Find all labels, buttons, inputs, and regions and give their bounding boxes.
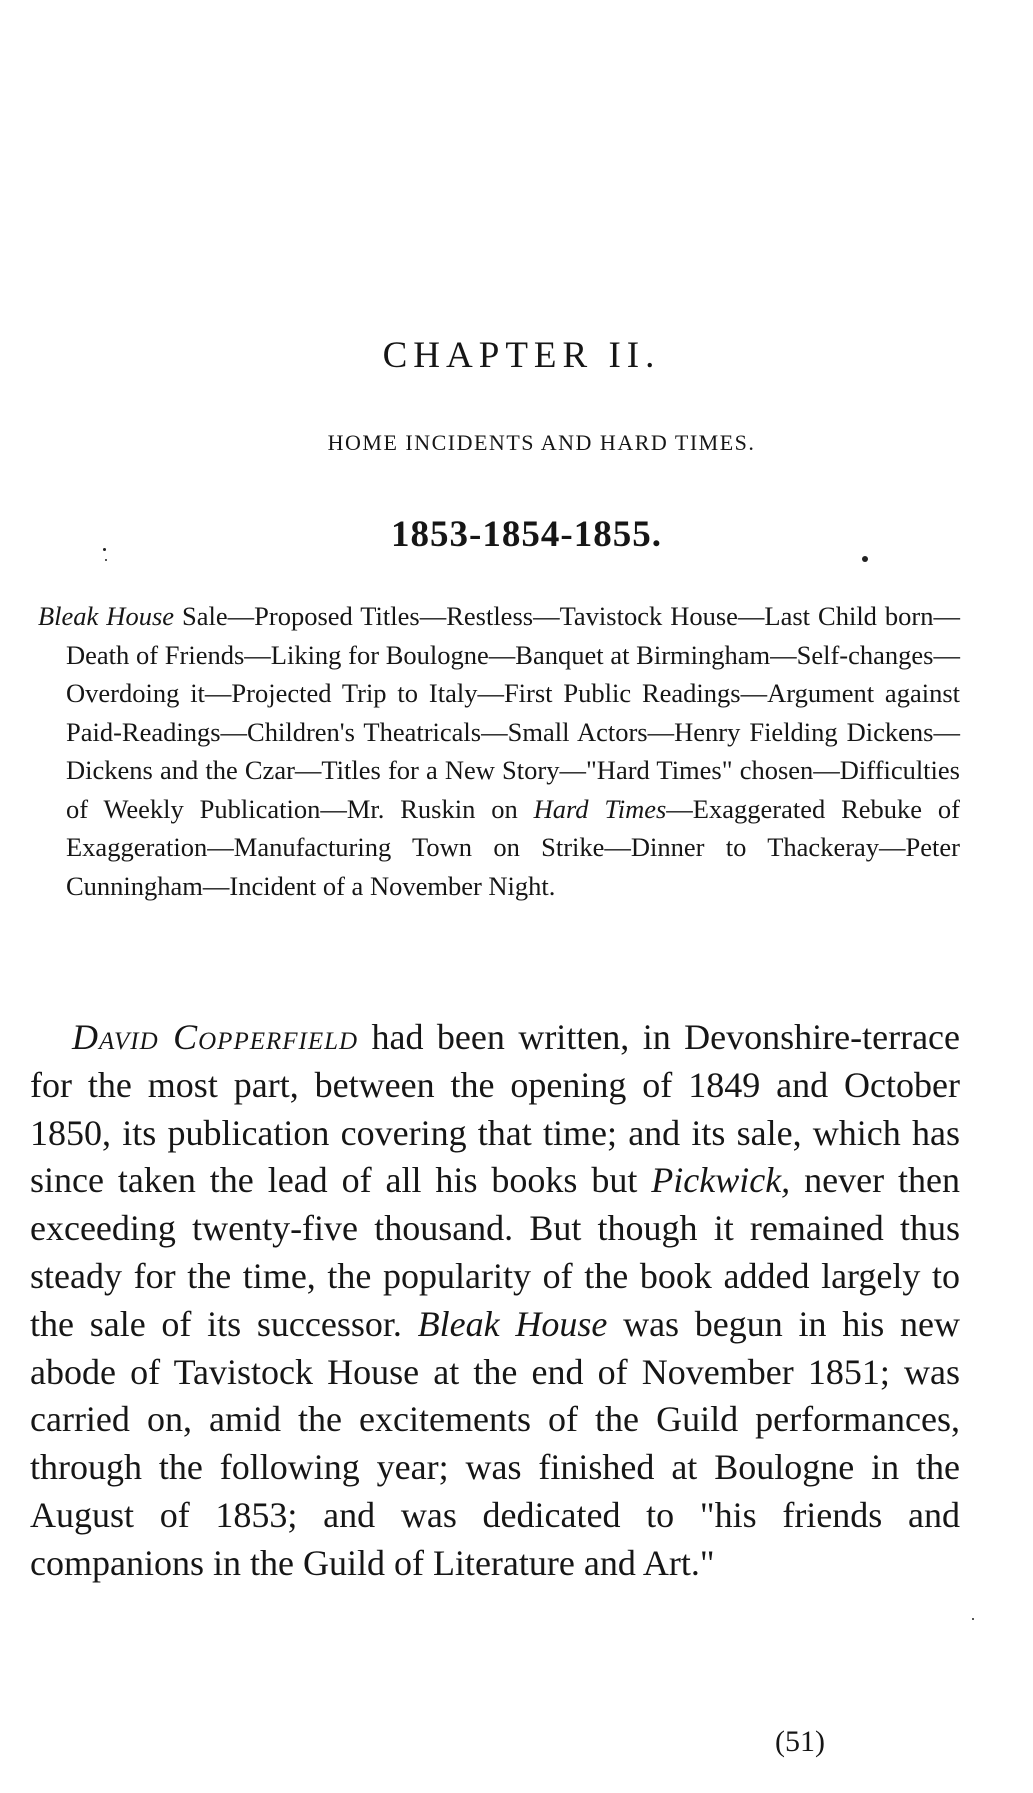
page-number: (51) — [775, 1725, 825, 1758]
body-italic-2: Bleak House — [417, 1303, 608, 1344]
chapter-years: 1853-1854-1855. — [391, 514, 662, 555]
body-text-1: had been written, in Devonshire-terrace for the most part, between the opening of 1849 and October 1850, its publication covering that time; and its sale, which has since taken the lead of all his books but — [30, 1017, 960, 1201]
synopsis-italic-title: Bleak House — [38, 601, 175, 631]
scan-speck — [862, 556, 868, 562]
scan-speck — [105, 559, 107, 561]
synopsis-text-2: —Exaggerated Rebuke of Exaggeration—Manufacturing Town on Strike—Dinner to Thackeray—Peter Cunningham—Incident of a November Night. — [66, 793, 960, 901]
scan-speck — [103, 548, 106, 551]
body-smallcaps-title: David Copperfield — [72, 1017, 359, 1057]
synopsis-text: Sale—Proposed Titles—Restless—Tavistock House—Last Child born—Death of Friends—Liking for Boulogne—Banquet at Birmingham—Self-changes—Overdoing it—Projected Trip to Italy—First Public Readings—Argument against Paid-Readings—Children's Theatricals—Small Actors—Henry Fielding Dickens—Dickens and the Czar—Titles for a New Story—"Hard Times" chosen—Difficulties of Weekly Publication—Mr. Ruskin on — [66, 601, 960, 824]
body-italic-1: Pickwick, — [651, 1160, 791, 1201]
chapter-subtitle: HOME INCIDENTS AND HARD TIMES. — [327, 430, 756, 455]
body-text-3: was begun in his new abode of Tavistock House at the end of November 1851; was carried on, amid the excitements of the Guild performances, through the following year; was finished at Boulogne in the August of 1853; and was dedicated to "his friends and companions in the Guild of Literature and Art." — [30, 1303, 960, 1583]
body-text-2: never then exceeding twenty-five thousand. But though it remained thus steady for the time, the popularity of the book added largely to the sale of its successor. — [30, 1160, 960, 1344]
chapter-synopsis — [38, 597, 960, 905]
chapter-title: CHAPTER II. — [382, 335, 661, 376]
scan-speck — [972, 1618, 974, 1620]
synopsis-italic-title-2: Hard Times — [533, 793, 667, 824]
body-paragraph — [30, 1014, 960, 1588]
